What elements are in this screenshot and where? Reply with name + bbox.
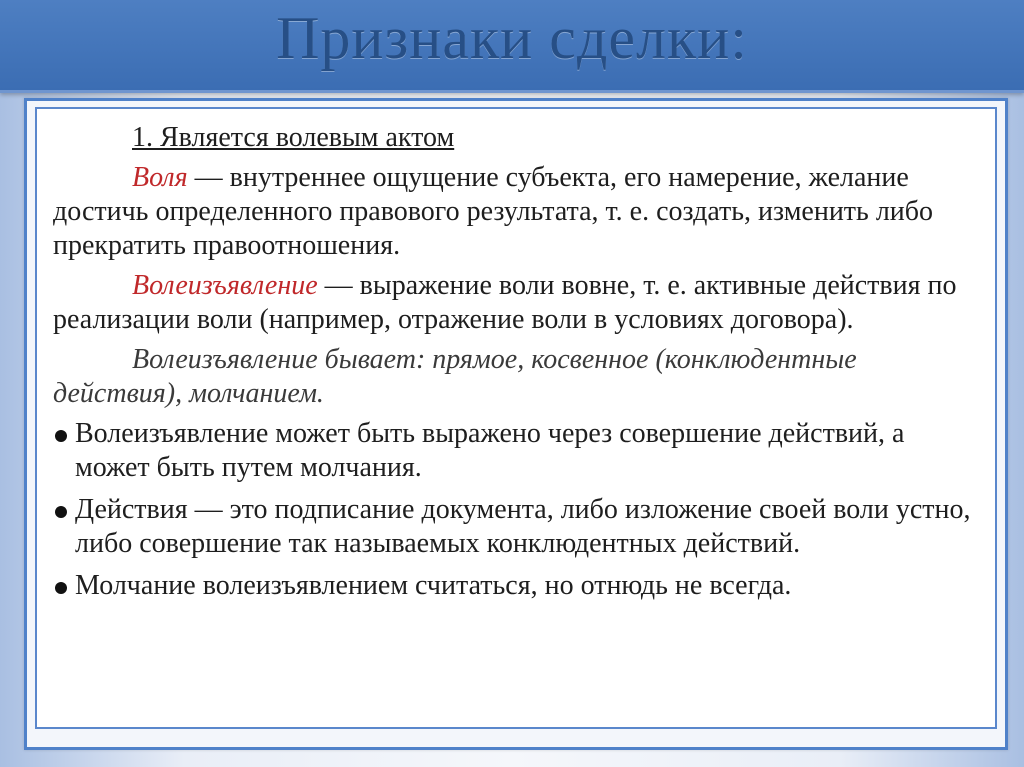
bullet-dot-icon: [55, 506, 67, 518]
section-heading: [53, 121, 981, 155]
bullet-dot-icon: [55, 582, 67, 594]
heading-text: 1. Является волевым актом: [132, 122, 455, 153]
paragraph-expression-types: Волеизъявление бывает: прямое, косвенное (конклюдентные действия), молчанием.: [53, 344, 857, 409]
term-expression: Волеизъявление: [132, 270, 318, 301]
bullet-text: Молчание волеизъявлением считаться, но отнюдь не всегда.: [75, 570, 792, 601]
paragraph-expression: [53, 269, 981, 337]
content-panel: [35, 107, 997, 729]
bullet-item: [53, 493, 981, 561]
paragraph-will: [53, 161, 981, 263]
content-frame: [24, 98, 1008, 750]
bullet-text: Волеизъявление может быть выражено через совершение действий, а может быть путем молчания.: [75, 418, 905, 483]
bullet-item: [53, 417, 981, 485]
bullet-dot-icon: [55, 430, 67, 442]
bullet-text: Действия — это подписание документа, либо изложение своей воли устно, либо совершение так называемых конклюдентных действий.: [75, 494, 971, 559]
content-text: [53, 121, 981, 611]
term-will: Воля: [132, 162, 188, 193]
slide-title: Признаки сделки:: [276, 5, 748, 71]
bullet-item: [53, 569, 981, 603]
title-bar: [0, 0, 1024, 93]
definition-will: — внутреннее ощущение субъекта, его намерение, желание достичь определенного правового результата, т. е. создать, изменить либо прекратить правоотношения.: [53, 162, 934, 261]
definition-expression: — выражение воли вовне, т. е. активные действия по реализации воли (например, отражение воли в условиях договора).: [53, 270, 957, 335]
